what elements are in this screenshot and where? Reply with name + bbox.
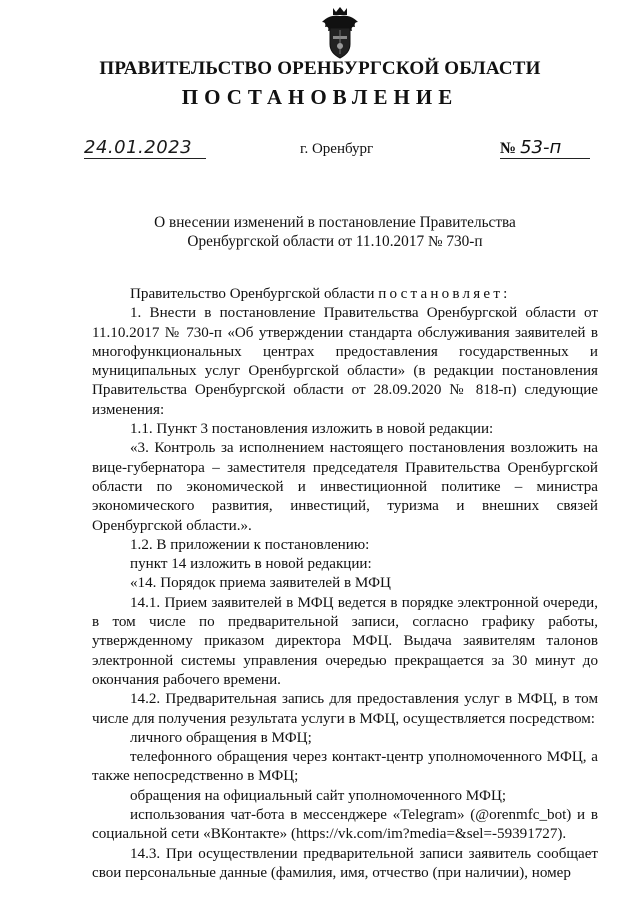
number-value: 53-п [520, 137, 562, 158]
document-body [92, 285, 598, 883]
body-paragraph: личного обращения в МФЦ; [130, 729, 312, 746]
subject-line: О внесении изменений в постановление Правительства [154, 214, 516, 231]
body-paragraph: 14.2. Предварительная запись для предоставления услуг в МФЦ, в том числе для получения результата услуги в МФЦ, осуществляется посредством: [92, 691, 598, 727]
body-paragraph: 14.3. При осуществлении предварительной записи заявитель сообщает свои персональные данные (фамилия, имя, отчество (при наличии), номер [92, 845, 598, 881]
document-date: 24.01.2023 [84, 137, 206, 159]
intro-verb: постановляет: [378, 286, 511, 302]
intro-paragraph [92, 285, 598, 304]
body-paragraph: 1.1. Пункт 3 постановления изложить в новой редакции: [130, 421, 494, 438]
body-paragraph: 14.1. Прием заявителей в МФЦ ведется в порядке электронной очереди, в том числе по предварительной записи, согласно графику работы, утвержденному приказом директора МФЦ. Выдача заявителям талонов электронной системы управления очередью прекращается за 30 минут до окончания рабочего времени. [92, 594, 598, 688]
body-paragraph: телефонного обращения через контакт-центр уполномоченного МФЦ, а также непосредственно в МФЦ; [92, 749, 598, 785]
organization-title: ПРАВИТЕЛЬСТВО ОРЕНБУРГСКОЙ ОБЛАСТИ [99, 58, 541, 79]
document-subject [120, 213, 550, 251]
body-paragraph: обращения на официальный сайт уполномоченного МФЦ; [130, 787, 507, 804]
body-paragraph: «3. Контроль за исполнением настоящего постановления возложить на вице-губернатора – заместителя председателя Правительства Оренбургской области по экономической и инвестиционной политике – министра экономического развития, инвестиций, туризма и внешних связей Оренбургской области.». [92, 440, 598, 534]
coat-of-arms-icon [316, 6, 364, 60]
body-paragraph: пункт 14 изложить в новой редакции: [130, 556, 372, 573]
document-type-title: ПОСТАНОВЛЕНИЕ [181, 85, 459, 109]
body-paragraph: использования чат-бота в мессенджере «Telegram» (@orenmfc_bot) и в социальной сети «ВКонтакте» (https://vk.com/im?media=&sel=-59391727). [92, 807, 598, 843]
document-city: г. Оренбург [300, 141, 374, 157]
number-sign: № [500, 140, 517, 157]
body-paragraph: «14. Порядок приема заявителей в МФЦ [130, 575, 391, 592]
body-paragraph: 1.2. В приложении к постановлению: [130, 536, 370, 553]
subject-line: Оренбургской области от 11.10.2017 № 730-п [187, 233, 483, 250]
document-number [500, 137, 590, 159]
intro-lead: Правительство Оренбургской области [130, 286, 379, 302]
body-paragraph: 1. Внести в постановление Правительства Оренбургской области от 11.10.2017 № 730-п «Об утверждении стандарта обслуживания заявителей в многофункциональных центрах предоставления государственных и муниципальных услуг Оренбургской области» (в редакции постановления Правительства Оренбургской области от 28.09.2020 № 818-п) следующие изменения: [92, 305, 598, 418]
